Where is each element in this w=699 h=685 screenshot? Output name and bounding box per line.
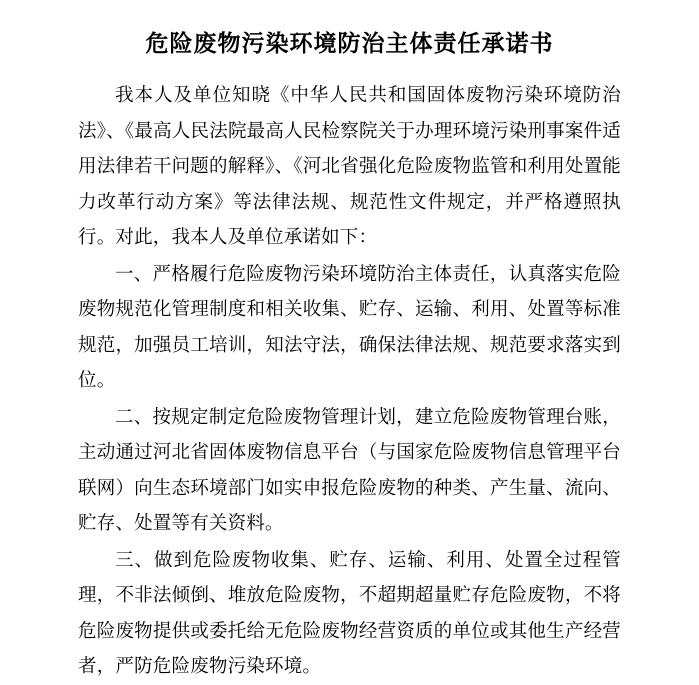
paragraph-item-2: 二、按规定制定危险废物管理计划，建立危险废物管理台账，主动通过河北省固体废物信息平台（与国家危险废物信息管理平台联网）向生态环境部门如实申报危险废物的种类、产生量、流向、贮存、处置等有关资料。 xyxy=(78,406,621,535)
paragraph-item-1: 一、严格履行危险废物污染环境防治主体责任，认真落实危险废物规范化管理制度和相关收集、贮存、运输、利用、处置等标准规范，加强员工培训，知法守法，确保法律法规、规范要求落实到位。 xyxy=(78,263,621,392)
paragraph-intro: 我本人及单位知晓《中华人民共和国固体废物污染环境防治法》、《最高人民法院最高人民检察院关于办理环境污染刑事案件适用法律若干问题的解释》、《河北省强化危险废物监管和利用处置能力改革行动方案》等法律法规、规范性文件规定，并严格遵照执行。对此，我本人及单位承诺如下： xyxy=(78,85,621,249)
paragraph-item-3: 三、做到危险废物收集、贮存、运输、利用、处置全过程管理，不非法倾倒、堆放危险废物，不超期超量贮存危险废物，不将危险废物提供或委托给无危险废物经营资质的单位或其他生产经营者，严防危险废物污染环境。 xyxy=(78,549,621,678)
page-title: 危险废物污染环境防治主体责任承诺书 xyxy=(145,30,554,57)
